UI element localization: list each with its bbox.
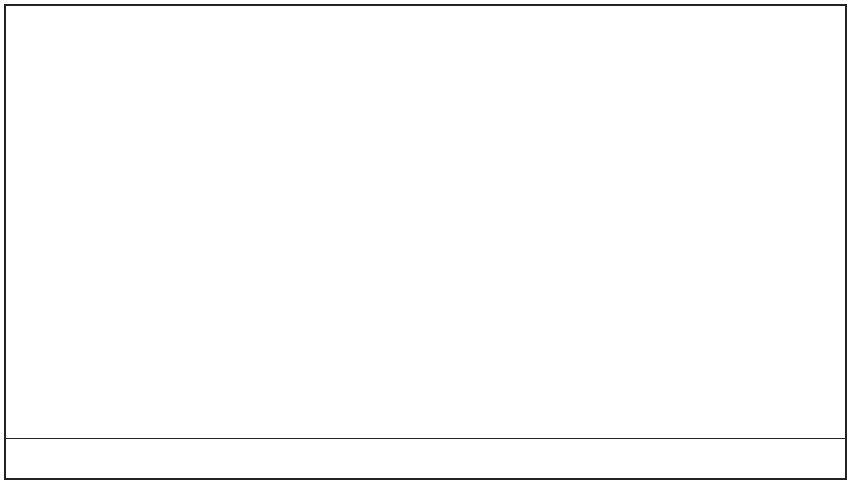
footer-divider (6, 438, 845, 439)
notice-body (20, 48, 831, 392)
auction-notice (4, 4, 847, 480)
notice-title (6, 14, 845, 36)
